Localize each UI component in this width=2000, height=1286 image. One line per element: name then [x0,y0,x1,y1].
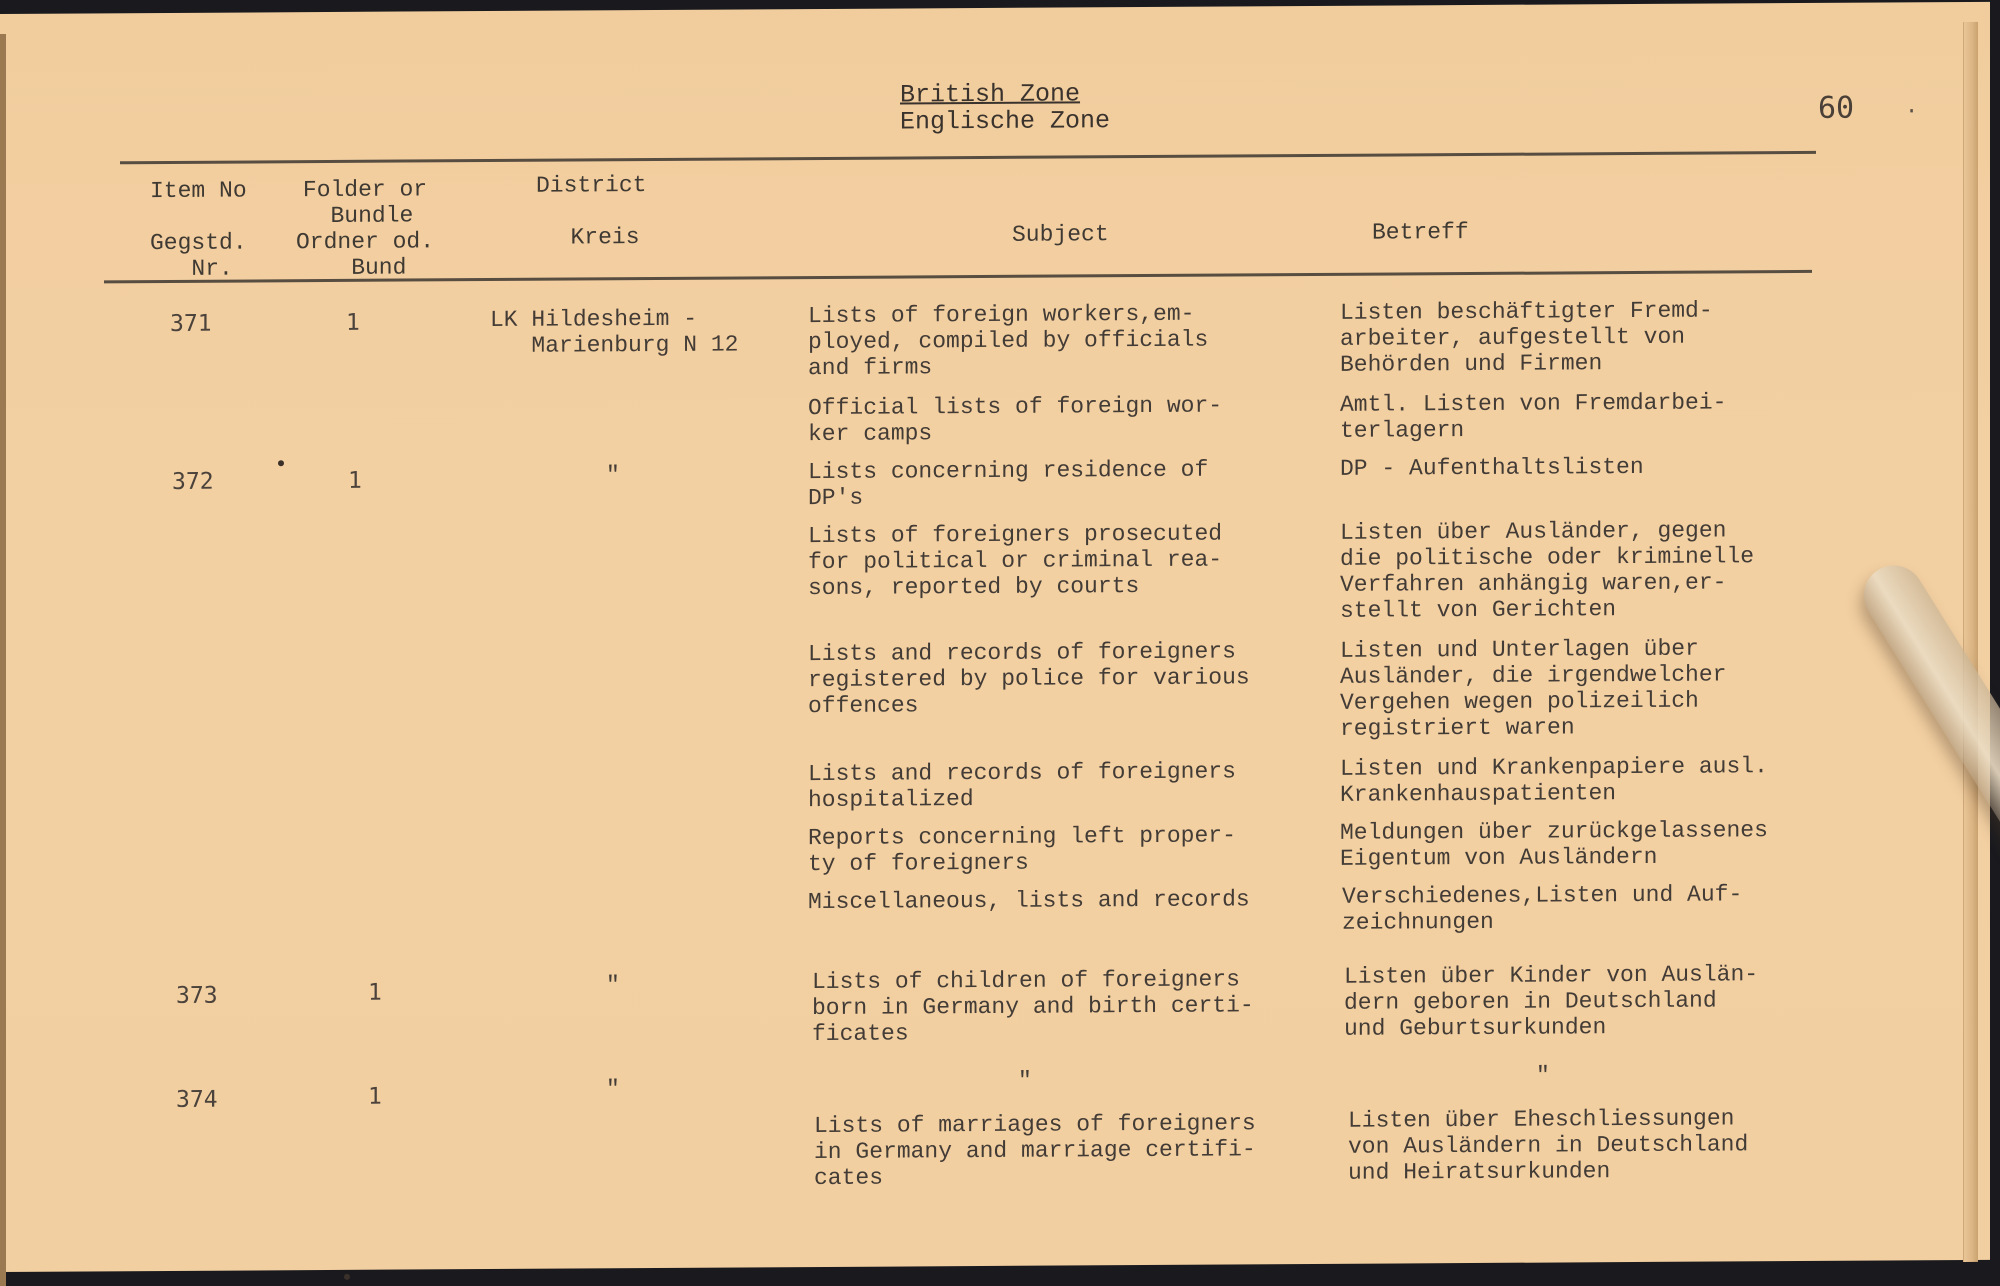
folder-count: 1 [346,309,360,336]
betreff-entry: Listen über Ausländer, gegen die politische oder kriminelle Verfahren anhängig waren,er- stellt von Gerichten [1340,517,1755,624]
subject-entry: Lists of foreign workers,em- ployed, compiled by officials and firms [808,300,1209,382]
item-number: 372 [172,468,214,495]
column-header-betreff: Betreff [1372,219,1469,246]
zone-title-english: British Zone [900,79,1081,110]
folder-count: 1 [368,979,382,1006]
folder-count: 1 [368,1083,382,1110]
item-number: 373 [176,982,218,1009]
subject-entry: Official lists of foreign wor- ker camps [808,392,1223,448]
ink-speck [344,1274,350,1280]
column-header-item-no: Item No Gegstd. Nr. [150,177,247,282]
zone-title-german: Englische Zone [900,106,1111,137]
subject-entry: Lists and records of foreigners registered by police for various offences [808,638,1250,720]
item-number: 374 [176,1086,218,1113]
subject-entry: Miscellaneous, lists and records [808,886,1250,916]
subject-entry: Lists concerning residence of DP's [808,456,1209,512]
district-ditto: " [606,1076,620,1103]
page-stack-edge [1963,22,1978,1262]
betreff-entry: Listen und Unterlagen über Ausländer, die irgendwelcher Vergehen wegen polizeilich registriert waren [1340,635,1727,742]
subject-entry: Lists of marriages of foreigners in Germany and marriage certifi- cates [814,1110,1256,1192]
subject-entry: Reports concerning left proper- ty of foreigners [808,822,1236,878]
subject-entry: Lists and records of foreigners hospitalized [808,758,1236,814]
page-binding-edge [0,34,6,1286]
district-ditto: " [606,462,620,489]
column-header-district: District Kreis [536,172,647,251]
column-header-subject: Subject [1012,221,1109,248]
betreff-ditto: " [1536,1062,1550,1089]
subject-entry: Lists of foreigners prosecuted for political or criminal rea- sons, reported by courts [808,520,1223,602]
ink-speck [278,460,284,466]
item-number: 371 [170,310,212,337]
betreff-entry: Listen und Krankenpapiere ausl. Krankenhauspatienten [1340,753,1768,808]
betreff-entry: Listen über Kinder von Auslän- dern geboren in Deutschland und Geburtsurkunden [1344,961,1759,1042]
district-ditto: " [606,972,620,999]
betreff-entry: Listen beschäftigter Fremd- arbeiter, aufgestellt von Behörden und Firmen [1340,297,1713,378]
document-page [0,2,1990,1272]
betreff-entry: DP - Aufenthaltslisten [1340,453,1644,482]
zone-title [900,79,1110,136]
page-mark: . [1905,94,1919,120]
header-top-rule [120,151,1816,164]
subject-ditto: " [1018,1067,1032,1094]
betreff-entry: Meldungen über zurückgelassenes Eigentum von Ausländern [1340,817,1768,872]
betreff-entry: Listen über Eheschliessungen von Ausländern in Deutschland und Heiratsurkunden [1348,1105,1749,1186]
district: LK Hildesheim - Marienburg N 12 [490,305,739,359]
subject-entry: Lists of children of foreigners born in Germany and birth certi- ficates [812,966,1254,1048]
betreff-entry: Verschiedenes,Listen und Auf- zeichnungen [1342,881,1743,936]
betreff-entry: Amtl. Listen von Fremdarbei- terlagern [1340,389,1727,444]
column-header-folder: Folder or Bundle Ordner od. Bund [296,176,435,281]
page-number: 60 [1818,90,1855,126]
folder-count: 1 [348,467,362,494]
